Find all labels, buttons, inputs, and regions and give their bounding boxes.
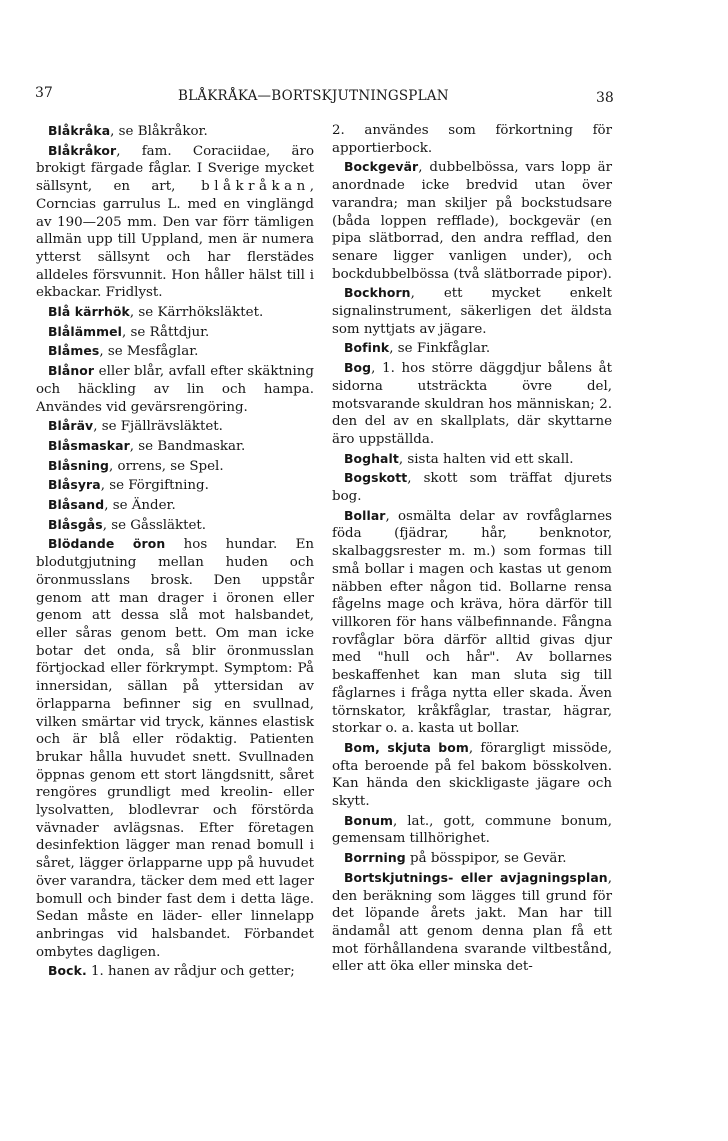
entry-headword: Blåräv xyxy=(48,418,94,434)
dictionary-entry xyxy=(36,457,314,476)
entry-headword: Blå kärrhök xyxy=(48,304,130,320)
entry-text: , fam. Coraciidae, äro brokigt färgade fåglar. I Sverige mycket sällsynt, en art, xyxy=(36,143,314,195)
entry-headword: Blåsyra xyxy=(48,477,101,493)
entry-headword: Bockhorn xyxy=(344,285,411,301)
dictionary-entry xyxy=(36,962,314,981)
entry-text: , se Mesfåglar. xyxy=(99,344,199,360)
entry-text: , se Råttdjur. xyxy=(122,324,210,340)
entry-text: hos hundar. En blodutgjutning mellan huden och öronmusslans brosk. Den uppstår genom att man drager i öronen eller genom att dessa slå mot halsbandet, eller såras genom bett. Om man icke botar det onda, så blir öronmusslan förtjockad eller förkrympt. Symptom: På innersidan, sällan på yttersidan av örlapparna befinner sig en svullnad, vilken smärtar vid tryck, kännes elastisk och är blå eller rödaktig. Patienten brukar hålla huvudet snett. Svullnaden öppnas genom ett stort längdsnitt, såret rengöres grundligt med kreolin- eller lysolvatten, blodlevrar och förstörda vävnader avlägsnas. Efter företagen desinfektion lägger man renad bomull i såret, lägger örlapparne upp på huvudet över varandra, täcker dem med ett lager bomull och binder fast dem i detta läge. Sedan måste en läder- eller linnelapp anbringas vid halsbandet. Förbandet ombytes dagligen. xyxy=(36,537,314,960)
entry-text: , se Kärrhöksläktet. xyxy=(129,305,264,321)
dictionary-entry xyxy=(332,284,612,338)
entry-headword: Blålämmel xyxy=(48,323,123,339)
page-number-left: 37 xyxy=(35,85,53,101)
dictionary-entry xyxy=(36,323,314,342)
entry-spaced-term: blåkråkan xyxy=(175,179,310,195)
dictionary-entry xyxy=(36,342,314,361)
entry-headword: Bonum xyxy=(344,812,394,828)
entry-text: , dubbelbössa, vars lopp är anordnade icke bredvid utan över varandra; man skiljer på bockstudsare (båda loppen refflade), bockgevär (en pipa slätborrad, den andra refflad, den senare ligger vanligen under), och bockdubbelbössa (två slätborrade pipor). xyxy=(332,160,612,282)
dictionary-entry xyxy=(36,516,314,535)
entry-text: , se Förgiftning. xyxy=(100,478,209,494)
entry-headword: Bom, skjuta bom xyxy=(344,739,469,755)
dictionary-entry xyxy=(332,812,612,848)
dictionary-entry xyxy=(332,158,612,283)
entry-headword: Bockgevär xyxy=(344,159,419,175)
left-column xyxy=(36,122,314,982)
entry-headword: Bock. xyxy=(48,963,87,979)
entry-text: på bösspipor, se Gevär. xyxy=(405,851,567,867)
entry-text: 1. hanen av rådjur och getter; xyxy=(86,964,295,980)
entry-headword: Blåkråka xyxy=(48,123,111,138)
page-number-right: 38 xyxy=(596,90,614,106)
entry-text: , orrens, se Spel. xyxy=(109,458,224,474)
entry-text: , se Änder. xyxy=(104,498,176,514)
dictionary-entry xyxy=(36,496,314,515)
dictionary-entry xyxy=(332,869,612,976)
entry-headword: Bollar xyxy=(344,507,386,523)
entry-text: , lat., gott, commune bonum, gemensam tillhörighet. xyxy=(332,813,612,847)
entry-headword: Blödande öron xyxy=(48,536,166,552)
entry-headword: Blåsgås xyxy=(48,516,103,532)
entry-headword: Blånor xyxy=(48,363,95,379)
entry-headword: Bofink xyxy=(344,340,390,356)
entry-headword: Boghalt xyxy=(344,450,399,466)
entry-text: , osmälta delar av rovfåglarnes föda (fjädrar, hår, benknotor, skalbaggsrester m. m.) som formas till små bollar i magen och kastas ut genom näbben efter någon tid. Bollarne rensa fågelns mage och kräva, höra därför till villkoren för hans välbefinnande. Fångna rovfåglar böra därför alltid givas djur med "hull och hår". Av bollarnes beskaffenhet kan man sluta sig till fåglarnes i fråga nytta eller skada. Även törnskator, kråkfåglar, trastar, hägrar, storkar o. a. kasta ut bollar. xyxy=(332,508,612,737)
entry-headword: Blåkråkor xyxy=(48,142,117,158)
dictionary-entry xyxy=(332,849,612,868)
entry-text: , förargligt missöde, ofta beroende på fel bakom bösskolven. Kan hända den skickligaste jägare och skytt. xyxy=(332,740,613,810)
entry-text: eller blår, avfall efter skäktning och häckling av lin och hampa. Användes vid gevärsrengöring. xyxy=(36,364,314,415)
entry-headword: Blåsning xyxy=(48,457,109,473)
entry-text: , den beräkning som lägges till grund för det löpande årets jakt. Man har till ändamål att genom denna plan få ett mot förhållandena svarande viltbestånd, eller att öka eller minska det- xyxy=(332,870,612,975)
entry-text: , se Fjällrävsläktet. xyxy=(93,419,223,435)
entry-headword: Borrning xyxy=(344,850,406,866)
dictionary-entry xyxy=(332,469,612,505)
dictionary-entry xyxy=(332,739,612,811)
dictionary-entry xyxy=(332,359,612,449)
dictionary-entry xyxy=(332,507,612,738)
entry-text: , se Blåkråkor. xyxy=(110,124,208,139)
entry-headword: Bogskott xyxy=(344,470,408,486)
entry-text: , 1. hos större däggdjur bålens åt sidorna utsträckta övre del, motsvarande skuldran hos människan; 2. den del av en skallplats, där skyttarne äro uppställda. xyxy=(332,361,612,447)
dictionary-entry xyxy=(36,122,314,141)
entry-text: , se Bandmaskar. xyxy=(129,438,246,454)
dictionary-entry xyxy=(36,476,314,495)
entry-headword: Blåmes xyxy=(48,343,100,359)
entry-headword: Blåsand xyxy=(48,497,105,513)
entry-headword: Bortskjutnings- eller avjagningsplan xyxy=(344,869,608,885)
entry-text-continued: , Corncias garrulus L. med en vinglängd av 190—205 mm. Den var förr tämligen allmän upp till Uppland, men är numera ytterst sällsynt och har flerstädes alldeles försvunnit. Hon håller hälst till i ekbackar. Fridlyst. xyxy=(36,179,314,301)
dictionary-entry xyxy=(332,450,612,469)
dictionary-entry xyxy=(36,362,314,416)
entry-text: , skott som träffat djurets bog. xyxy=(332,471,612,505)
entry-text: , ett mycket enkelt signalinstrument, säkerligen det äldsta som nyttjats av jägare. xyxy=(332,286,612,337)
dictionary-entry xyxy=(332,122,612,157)
dictionary-entry xyxy=(332,339,612,358)
dictionary-entry xyxy=(36,437,314,456)
entry-headword: Bog xyxy=(344,360,372,376)
entry-text: , sista halten vid ett skall. xyxy=(398,451,574,467)
dictionary-entry xyxy=(36,142,314,302)
dictionary-entry xyxy=(36,535,314,961)
running-header: BLÅKRÅKA—BORTSKJUTNINGSPLAN xyxy=(178,88,449,104)
dictionary-entry xyxy=(36,417,314,436)
entry-text: 2. användes som förkortning för apportierbock. xyxy=(332,123,612,156)
entry-text: , se Finkfåglar. xyxy=(389,341,491,357)
right-column xyxy=(332,122,612,977)
entry-text: , se Gåssläktet. xyxy=(102,517,207,533)
entry-headword: Blåsmaskar xyxy=(48,437,130,453)
dictionary-entry xyxy=(36,303,314,322)
